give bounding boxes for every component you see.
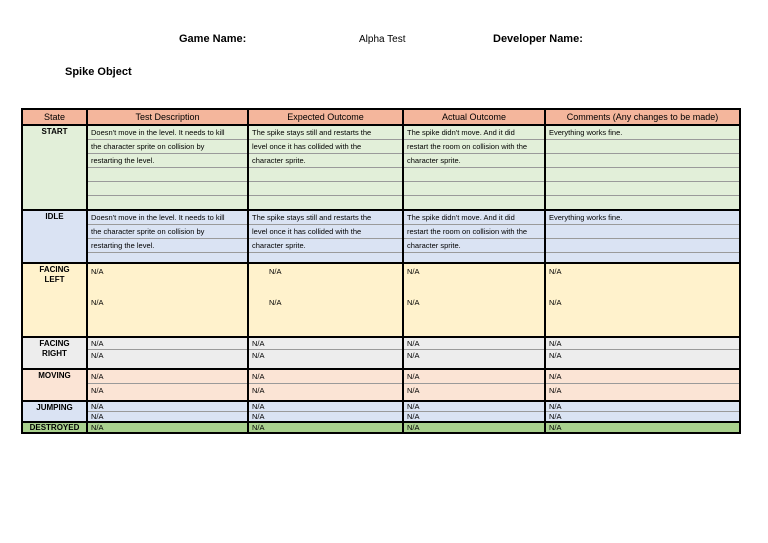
expected-outcome-cell: N/A N/A	[248, 369, 403, 401]
game-name-value: Alpha Test	[359, 34, 406, 45]
actual-outcome-cell: N/A	[403, 422, 545, 433]
test-description-cell: N/A N/A	[87, 337, 248, 369]
comments-cell: N/A	[545, 422, 740, 433]
comments-cell: N/A N/A	[545, 263, 740, 337]
actual-outcome-cell: N/A N/A	[403, 337, 545, 369]
table-row-moving	[22, 369, 740, 401]
state-cell: FACING RIGHT	[22, 337, 87, 369]
expected-outcome-cell: N/A N/A	[248, 263, 403, 337]
test-description-cell: Doesn't move in the level. It needs to kill the character sprite on collision by restarting the level.	[87, 210, 248, 263]
state-cell: JUMPING	[22, 401, 87, 422]
column-header-state: State	[22, 109, 87, 125]
state-cell: MOVING	[22, 369, 87, 401]
object-title: Spike Object	[65, 66, 132, 78]
comments-cell: N/A N/A	[545, 401, 740, 422]
table-row-destroyed	[22, 422, 740, 433]
column-header-comments: Comments (Any changes to be made)	[545, 109, 740, 125]
comments-cell: N/A N/A	[545, 337, 740, 369]
table-row-facing-right	[22, 337, 740, 369]
state-cell: FACING LEFT	[22, 263, 87, 337]
comments-cell: N/A N/A	[545, 369, 740, 401]
comments-cell: Everything works fine.	[545, 125, 740, 210]
expected-outcome-cell: The spike stays still and restarts the level once it has collided with the character sprite.	[248, 210, 403, 263]
table-row-facing-left	[22, 263, 740, 337]
actual-outcome-cell: The spike didn't move. And it did restart the room on collision with the character sprite.	[403, 125, 545, 210]
test-description-cell: N/A N/A	[87, 263, 248, 337]
test-description-cell: N/A N/A	[87, 401, 248, 422]
state-cell: DESTROYED	[22, 422, 87, 433]
developer-name-label: Developer Name:	[493, 33, 583, 45]
column-header-test-description: Test Description	[87, 109, 248, 125]
table-row-start	[22, 125, 740, 210]
test-description-cell: N/A N/A	[87, 369, 248, 401]
actual-outcome-cell: The spike didn't move. And it did restart the room on collision with the character sprite.	[403, 210, 545, 263]
game-name-label: Game Name:	[179, 33, 247, 45]
table-row-idle	[22, 210, 740, 263]
test-description-cell: Doesn't move in the level. It needs to kill the character sprite on collision by restarting the level.	[87, 125, 248, 210]
state-cell: START	[22, 125, 87, 210]
actual-outcome-cell: N/A N/A	[403, 263, 545, 337]
expected-outcome-cell: N/A N/A	[248, 337, 403, 369]
comments-cell: Everything works fine.	[545, 210, 740, 263]
test-table	[21, 108, 741, 434]
expected-outcome-cell: N/A N/A	[248, 401, 403, 422]
table-row-jumping	[22, 401, 740, 422]
column-header-actual-outcome: Actual Outcome	[403, 109, 545, 125]
expected-outcome-cell: The spike stays still and restarts the level once it has collided with the character sprite.	[248, 125, 403, 210]
actual-outcome-cell: N/A N/A	[403, 401, 545, 422]
expected-outcome-cell: N/A	[248, 422, 403, 433]
table-header-row	[22, 109, 740, 125]
state-cell: IDLE	[22, 210, 87, 263]
column-header-expected-outcome: Expected Outcome	[248, 109, 403, 125]
test-description-cell: N/A	[87, 422, 248, 433]
actual-outcome-cell: N/A N/A	[403, 369, 545, 401]
